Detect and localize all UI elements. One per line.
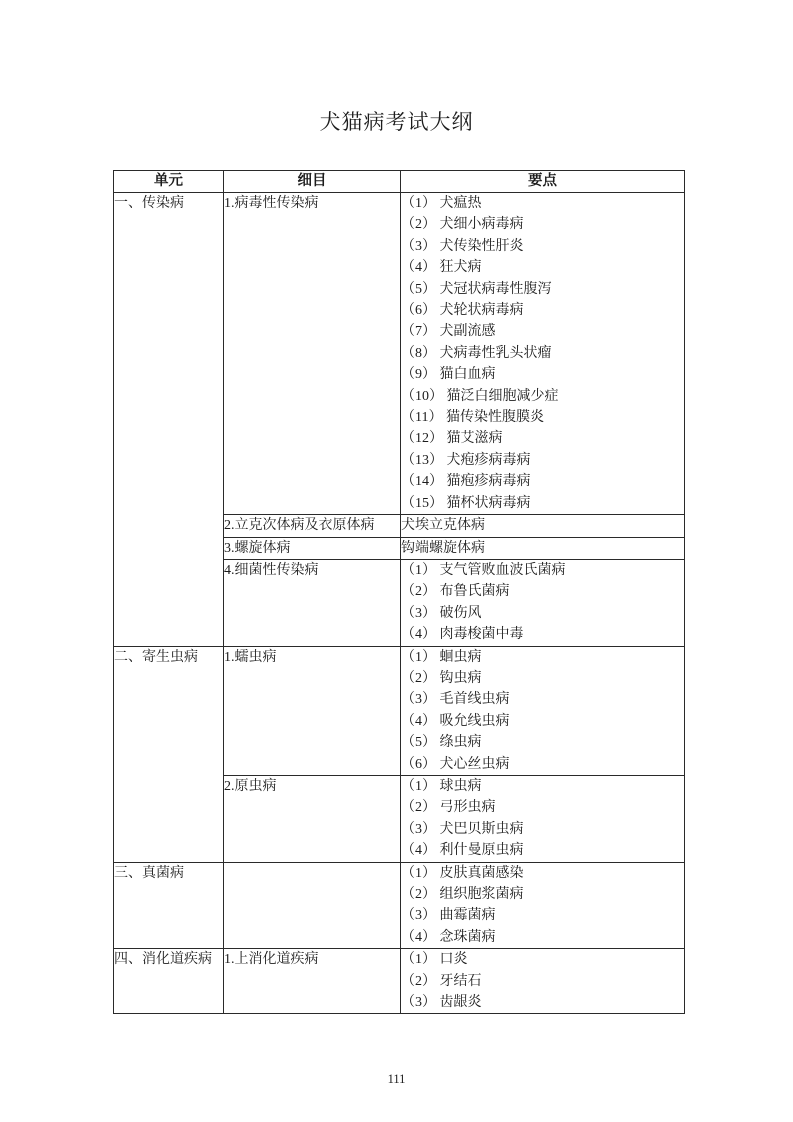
detail-cell-empty — [224, 862, 401, 949]
page-number: 111 — [387, 1072, 406, 1086]
header-row — [114, 171, 685, 193]
column-header-points: 要点 — [401, 171, 685, 193]
point-line: （1） 皮肤真菌感染 — [401, 865, 524, 881]
table-row — [114, 949, 685, 1014]
points-cell — [401, 949, 685, 1014]
point-line: （2） 钩虫病 — [401, 670, 482, 686]
points-cell — [401, 193, 685, 515]
syllabus-table — [113, 170, 685, 1014]
point-line: （3） 破伤风 — [401, 605, 482, 621]
column-header-detail: 细目 — [224, 171, 401, 193]
point-line: （2） 布鲁氏菌病 — [401, 584, 510, 600]
point-line: （1） 球虫病 — [401, 778, 482, 794]
points-cell — [401, 862, 685, 949]
points-cell — [401, 646, 685, 775]
point-line: 钩端螺旋体病 — [401, 540, 485, 556]
unit-cell-digestive: 四、消化道疾病 — [114, 949, 224, 1014]
point-line: （3） 曲霉菌病 — [401, 908, 496, 924]
point-line: （2） 牙结石 — [401, 973, 482, 989]
point-line: （4） 利什曼原虫病 — [401, 843, 524, 859]
table-row — [114, 862, 685, 949]
table-row — [114, 646, 685, 775]
point-line: （12） 猫艾滋病 — [401, 431, 503, 447]
point-line: （4） 念珠菌病 — [401, 929, 496, 945]
point-line: （14） 猫疱疹病毒病 — [401, 474, 531, 490]
point-line: （6） 犬心丝虫病 — [401, 756, 510, 772]
points-cell — [401, 559, 685, 646]
point-line: （1） 犬瘟热 — [401, 196, 482, 211]
point-line: （2） 弓形虫病 — [401, 800, 496, 816]
detail-cell: 2.原虫病 — [224, 775, 401, 862]
points-cell — [401, 515, 685, 537]
detail-cell: 1.蠕虫病 — [224, 646, 401, 775]
point-line: 犬埃立克体病 — [401, 518, 485, 534]
point-line: （5） 犬冠状病毒性腹泻 — [401, 281, 552, 297]
detail-cell: 1.病毒性传染病 — [224, 193, 401, 515]
point-line: （8） 犬病毒性乳头状瘤 — [401, 345, 552, 361]
unit-cell-parasitic: 二、寄生虫病 — [114, 646, 224, 862]
point-line: （4） 肉毒梭菌中毒 — [401, 627, 524, 643]
page-title: 犬猫病考试大纲 — [319, 110, 474, 134]
points-cell — [401, 775, 685, 862]
detail-cell: 4.细菌性传染病 — [224, 559, 401, 646]
point-line: （10） 猫泛白细胞减少症 — [401, 388, 559, 404]
point-line: （3） 齿龈炎 — [401, 995, 482, 1011]
point-line: （11） 猫传染性腹膜炎 — [401, 410, 544, 426]
point-line: （9） 猫白血病 — [401, 367, 496, 383]
point-line: （3） 犬传染性肝炎 — [401, 238, 524, 254]
unit-cell-infectious: 一、传染病 — [114, 193, 224, 647]
point-line: （2） 组织胞浆菌病 — [401, 887, 524, 902]
point-line: （5） 绦虫病 — [401, 735, 482, 751]
point-line: （15） 猫杯状病毒病 — [401, 495, 531, 511]
point-line: （1） 蛔虫病 — [401, 649, 482, 665]
unit-cell-fungal: 三、真菌病 — [114, 862, 224, 949]
point-line: （1） 支气管败血波氏菌病 — [401, 562, 566, 578]
point-line: （6） 犬轮状病毒病 — [401, 303, 524, 319]
detail-cell: 1.上消化道疾病 — [224, 949, 401, 1014]
column-header-unit: 单元 — [114, 171, 224, 193]
point-line: （7） 犬副流感 — [401, 324, 496, 340]
detail-cell: 2.立克次体病及衣原体病 — [224, 515, 401, 537]
point-line: （1） 口炎 — [401, 952, 468, 968]
point-line: （3） 毛首线虫病 — [401, 692, 510, 708]
table-row — [114, 193, 685, 515]
point-line: （2） 犬细小病毒病 — [401, 217, 524, 233]
points-cell — [401, 537, 685, 559]
point-line: （4） 狂犬病 — [401, 260, 482, 276]
point-line: （4） 吸允线虫病 — [401, 713, 510, 729]
point-line: （13） 犬疱疹病毒病 — [401, 452, 531, 468]
point-line: （3） 犬巴贝斯虫病 — [401, 821, 524, 837]
detail-cell: 3.螺旋体病 — [224, 537, 401, 559]
